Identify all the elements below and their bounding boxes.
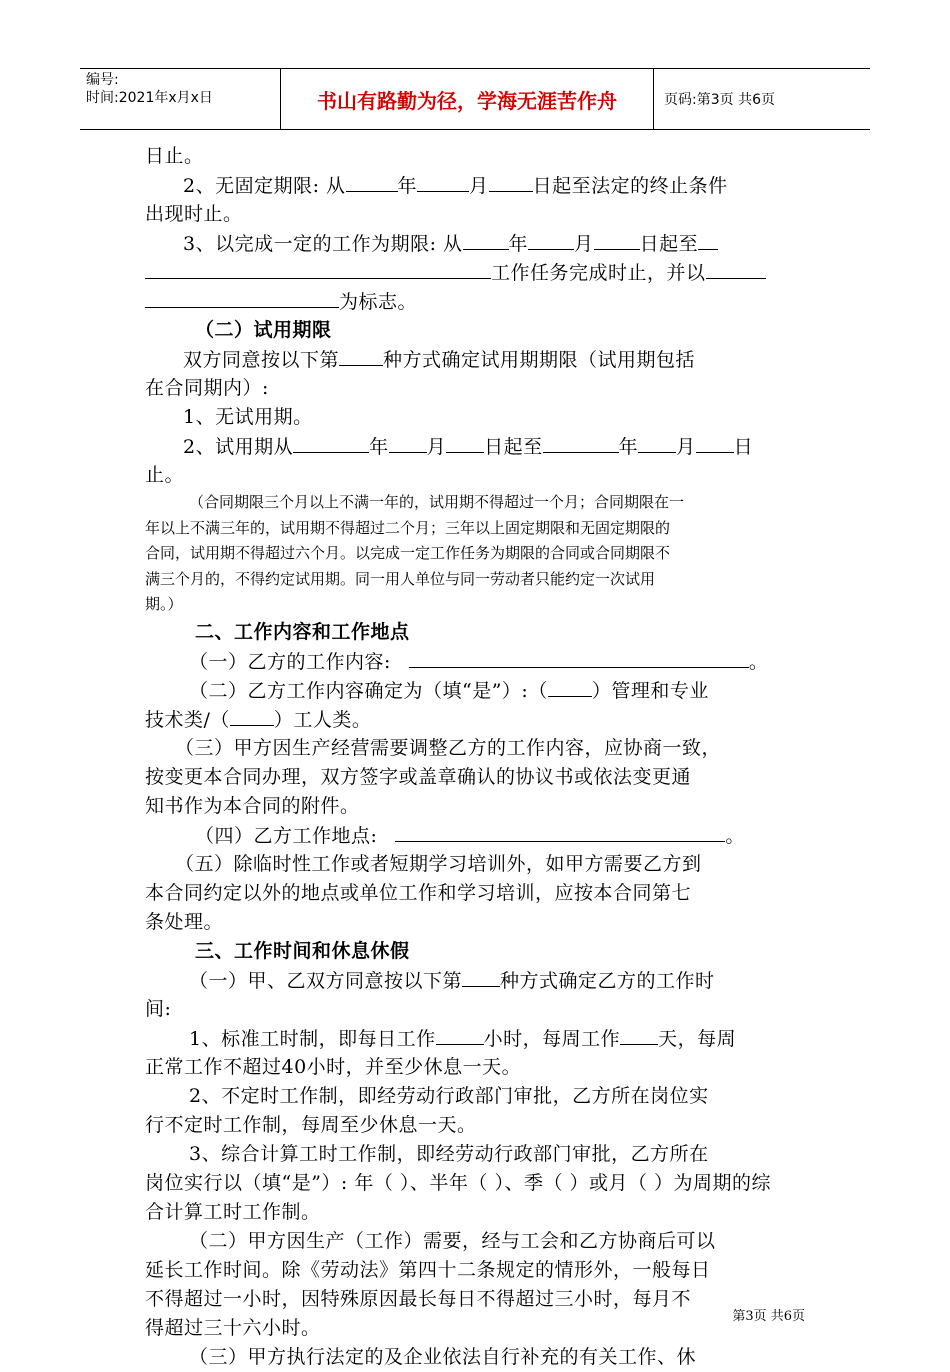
- text-line: 条处理。: [145, 910, 224, 933]
- text-line: 出现时止。: [145, 203, 243, 225]
- text-line: 1、标准工时制，即每日工作 小时，每周工作 天，每周: [145, 1024, 813, 1053]
- text-line: 在合同期内）:: [145, 377, 269, 399]
- note-line: 年以上不满三年的，试用期不得超过二个月；三年以上固定期限和无固定期限的: [145, 518, 671, 537]
- text-line: 2、不定时工作制，即经劳动行政部门审批，乙方所在岗位实: [189, 1084, 709, 1107]
- text-line: 合计算工时工作制。: [145, 1200, 321, 1223]
- text-line: 间:: [145, 997, 172, 1020]
- footer-page-number: 第3页 共6页: [732, 1309, 805, 1324]
- text-line: （三）甲方因生产经营需要调整乙方的工作内容，应协商一致，: [175, 736, 722, 759]
- text-line: 工作任务完成时止，并以: [145, 258, 813, 287]
- text-line: （五）除临时性工作或者短期学习培训外，如甲方需要乙方到: [175, 852, 702, 875]
- text-line: （二）乙方工作内容确定为（填“是”）:（ ）管理和专业: [145, 676, 813, 705]
- text-line: 止。: [145, 464, 185, 486]
- blank: [293, 432, 369, 453]
- time-label: 时间:2021年x月x日: [86, 90, 213, 106]
- blank: [346, 171, 398, 192]
- blank: [543, 432, 619, 453]
- section-heading: 二、工作内容和工作地点: [195, 620, 410, 643]
- text-line: 得超过三十六小时。: [145, 1316, 321, 1339]
- blank: [395, 821, 725, 842]
- blank: [696, 432, 734, 453]
- blank: [446, 432, 484, 453]
- text-line: 正常工作不超过40小时，并至少休息一天。: [145, 1055, 522, 1078]
- note-line: （合同期限三个月以上不满一年的，试用期不得超过一个月；合同期限在一: [189, 493, 685, 511]
- blank: [698, 229, 718, 250]
- header-page-number: 页码:第3页 共6页: [664, 92, 775, 108]
- page-header: [80, 68, 870, 130]
- blank: [462, 966, 500, 987]
- document-body: [145, 142, 813, 1372]
- blank: [489, 171, 533, 192]
- blank: [409, 647, 749, 668]
- note-line: 期。）: [145, 595, 183, 613]
- blank: [417, 171, 469, 192]
- text-line: 3、以完成一定的工作为期限: 从 年 月 日起至: [145, 229, 813, 258]
- blank: [339, 345, 383, 366]
- number-label: 编号:: [86, 72, 119, 88]
- text-line: 双方同意按以下第 种方式确定试用期期限（试用期包括: [145, 345, 813, 374]
- note-line: 合同，试用期不得超过六个月。以完成一定工作任务为期限的合同或合同期限不: [145, 544, 671, 562]
- text-line: 本合同约定以外的地点或单位工作和学习培训，应按本合同第七: [145, 881, 692, 904]
- header-motto: 书山有路勤为径，学海无涯苦作舟: [281, 69, 654, 129]
- text-line: 2、试用期从 年 月 日起至 年 月 日: [145, 432, 813, 461]
- blank: [620, 1024, 658, 1045]
- text-line: 1、无试用期。: [183, 406, 313, 428]
- text-line: 知书作为本合同的附件。: [145, 794, 360, 817]
- header-meta: [80, 69, 281, 129]
- text-line: （二）甲方因生产（工作）需要，经与工会和乙方协商后可以: [189, 1229, 716, 1252]
- text-line: 日止。: [145, 145, 204, 167]
- blank: [638, 432, 676, 453]
- blank: [389, 432, 427, 453]
- blank: [145, 258, 491, 279]
- blank: [145, 287, 339, 308]
- blank: [528, 229, 574, 250]
- blank: [436, 1024, 484, 1045]
- text-line: 岗位实行以（填“是”）: 年（ ）、半年（ ）、季（ ）或月（ ）为周期的综: [145, 1171, 772, 1194]
- text-line: 3、综合计算工时工作制，即经劳动行政部门审批，乙方所在: [189, 1142, 709, 1165]
- text-line: （一）乙方的工作内容: 。: [145, 647, 813, 676]
- text-line: 按变更本合同办理，双方签字或盖章确认的协议书或依法变更通: [145, 765, 692, 788]
- text-line: （一）甲、乙双方同意按以下第 种方式确定乙方的工作时: [145, 966, 813, 995]
- text-line: 为标志。: [145, 287, 813, 316]
- section-heading: （二）试用期限: [195, 319, 332, 341]
- blank: [463, 229, 509, 250]
- blank: [548, 676, 592, 697]
- text-line: 延长工作时间。除《劳动法》第四十二条规定的情形外，一般每日: [145, 1258, 711, 1281]
- blank: [230, 705, 274, 726]
- text-line: 行不定时工作制，每周至少休息一天。: [145, 1113, 477, 1136]
- note-line: 满三个月的，不得约定试用期。同一用人单位与同一劳动者只能约定一次试用: [145, 569, 656, 588]
- blank: [706, 258, 766, 279]
- text-line: 不得超过一小时，因特殊原因最长每日不得超过三小时，每月不: [145, 1287, 692, 1310]
- section-heading: 三、工作时间和休息休假: [195, 939, 410, 962]
- blank: [594, 229, 640, 250]
- text-line: 2、无固定期限: 从 年 月 日起至法定的终止条件: [145, 171, 813, 200]
- text-line: 技术类/（ ）工人类。: [145, 705, 813, 734]
- text-line: （三）甲方执行法定的及企业依法自行补充的有关工作、休: [189, 1345, 697, 1368]
- text-line: （四）乙方工作地点: 。: [145, 821, 813, 850]
